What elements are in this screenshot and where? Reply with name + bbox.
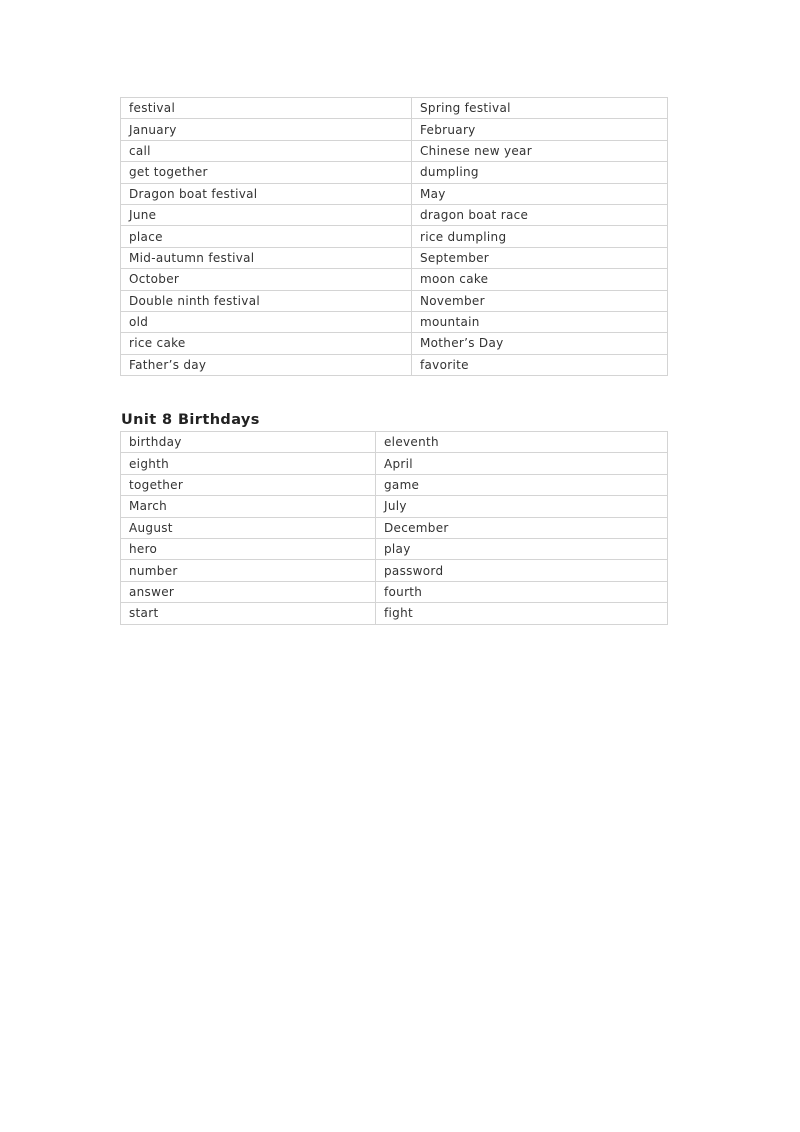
word-cell-right: password: [376, 560, 668, 581]
table-row: [121, 204, 668, 225]
festival-vocabulary-body: [121, 98, 668, 376]
word-cell-left: Father’s day: [121, 354, 412, 375]
word-cell-left: January: [121, 119, 412, 140]
word-cell-left: August: [121, 517, 376, 538]
word-cell-left: June: [121, 204, 412, 225]
word-cell-right: Chinese new year: [412, 140, 668, 161]
word-cell-left: place: [121, 226, 412, 247]
word-cell-right: dumpling: [412, 162, 668, 183]
word-cell-right: game: [376, 474, 668, 495]
word-cell-right: May: [412, 183, 668, 204]
word-cell-right: mountain: [412, 311, 668, 332]
table-row: [121, 290, 668, 311]
word-cell-right: play: [376, 538, 668, 559]
table-row: [121, 517, 668, 538]
table-row: [121, 453, 668, 474]
table-row: [121, 474, 668, 495]
table-row: [121, 226, 668, 247]
word-cell-right: September: [412, 247, 668, 268]
word-cell-left: birthday: [121, 432, 376, 453]
word-cell-right: dragon boat race: [412, 204, 668, 225]
table-row: [121, 560, 668, 581]
word-cell-right: moon cake: [412, 269, 668, 290]
table-row: [121, 311, 668, 332]
table-row: [121, 183, 668, 204]
word-cell-left: eighth: [121, 453, 376, 474]
table-row: [121, 581, 668, 602]
table-row: [121, 269, 668, 290]
word-cell-left: call: [121, 140, 412, 161]
word-cell-right: December: [376, 517, 668, 538]
word-cell-right: April: [376, 453, 668, 474]
word-cell-left: get together: [121, 162, 412, 183]
word-cell-left: old: [121, 311, 412, 332]
table-row: [121, 432, 668, 453]
table-row: [121, 119, 668, 140]
word-cell-right: fight: [376, 603, 668, 624]
word-cell-left: hero: [121, 538, 376, 559]
word-cell-left: festival: [121, 98, 412, 119]
word-cell-right: Spring festival: [412, 98, 668, 119]
word-cell-right: Mother’s Day: [412, 333, 668, 354]
word-cell-left: Mid-autumn festival: [121, 247, 412, 268]
word-cell-right: November: [412, 290, 668, 311]
word-cell-left: October: [121, 269, 412, 290]
word-cell-right: February: [412, 119, 668, 140]
table-row: [121, 538, 668, 559]
table-row: [121, 98, 668, 119]
table-row: [121, 162, 668, 183]
festival-vocabulary-table: [120, 97, 668, 376]
table-row: [121, 603, 668, 624]
word-cell-right: eleventh: [376, 432, 668, 453]
word-cell-right: fourth: [376, 581, 668, 602]
word-cell-right: July: [376, 496, 668, 517]
word-cell-left: March: [121, 496, 376, 517]
word-cell-right: favorite: [412, 354, 668, 375]
word-cell-left: start: [121, 603, 376, 624]
word-cell-left: rice cake: [121, 333, 412, 354]
word-cell-right: rice dumpling: [412, 226, 668, 247]
word-cell-left: Double ninth festival: [121, 290, 412, 311]
table-row: [121, 496, 668, 517]
table-row: [121, 333, 668, 354]
unit-8-heading: Unit 8 Birthdays: [121, 412, 260, 428]
unit-8-vocabulary-body: [121, 432, 668, 625]
word-cell-left: number: [121, 560, 376, 581]
word-cell-left: Dragon boat festival: [121, 183, 412, 204]
table-row: [121, 140, 668, 161]
table-row: [121, 247, 668, 268]
table-row: [121, 354, 668, 375]
word-cell-left: together: [121, 474, 376, 495]
word-cell-left: answer: [121, 581, 376, 602]
unit-8-vocabulary-table: [120, 431, 668, 625]
